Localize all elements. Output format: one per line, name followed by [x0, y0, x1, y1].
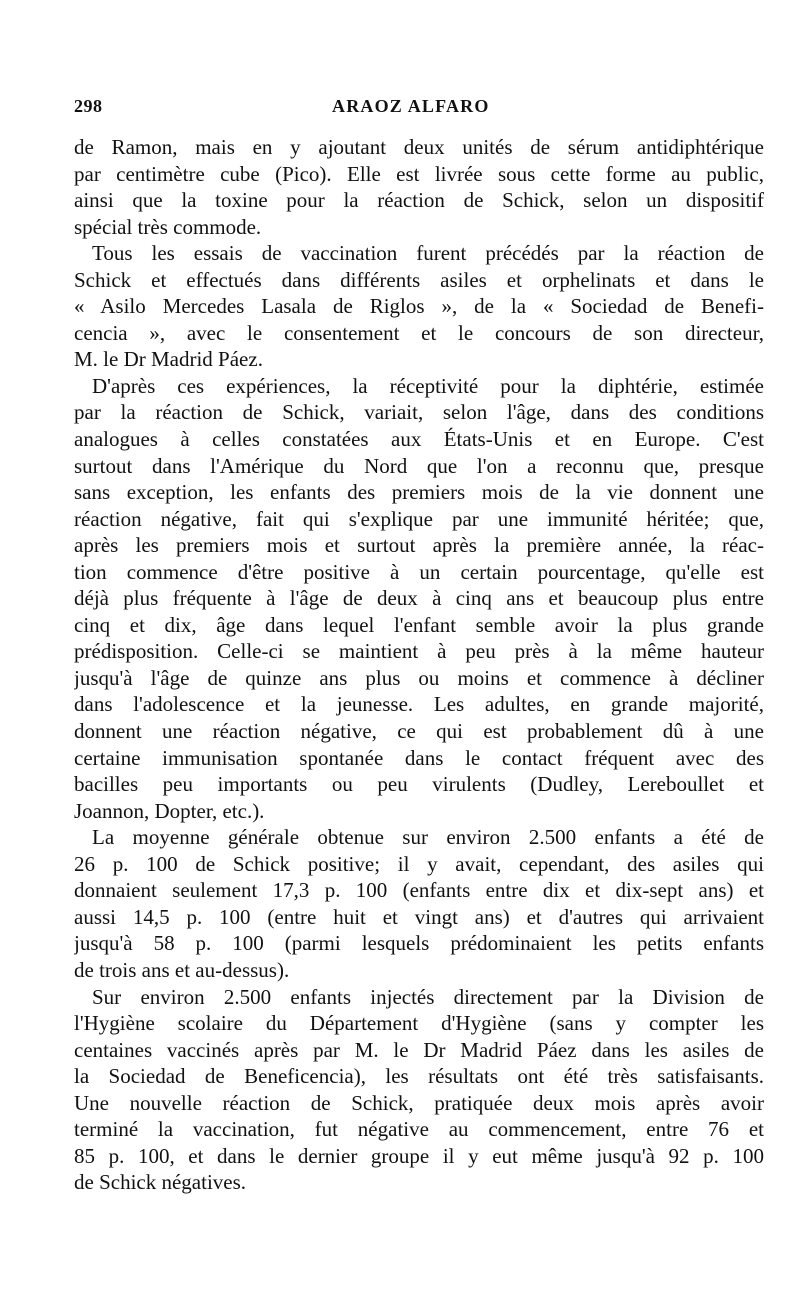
text-line: prédisposition. Celle-ci se maintient à peu près à la même hauteur — [74, 639, 764, 664]
text-line: donnaient seulement 17,3 p. 100 (enfants entre dix et dix-sept ans) et — [74, 878, 764, 903]
page-header — [74, 96, 764, 126]
text-line: « Asilo Mercedes Lasala de Riglos », de la « Sociedad de Benefi- — [74, 294, 764, 319]
text-line: 26 p. 100 de Schick positive; il y avait, cependant, des asiles qui — [74, 851, 764, 876]
text-line: dans l'adolescence et la jeunesse. Les adultes, en grande majorité, — [74, 692, 764, 717]
text-line: aussi 14,5 p. 100 (entre huit et vingt ans) et d'autres qui arrivaient — [74, 904, 764, 929]
text-line: 85 p. 100, et dans le dernier groupe il y eut même jusqu'à 92 p. 100 — [74, 1143, 764, 1168]
text-line: par centimètre cube (Pico). Elle est livrée sous cette forme au public, — [74, 161, 764, 186]
running-head: ARAOZ ALFARO — [332, 96, 490, 116]
text-line: terminé la vaccination, fut négative au commencement, entre 76 et — [74, 1117, 764, 1142]
text-line: centaines vaccinés après par M. le Dr Madrid Páez dans les asiles de — [74, 1037, 764, 1062]
text-line: ainsi que la toxine pour la réaction de Schick, selon un dispositif — [74, 188, 764, 213]
text-line: La moyenne générale obtenue sur environ 2.500 enfants a été de — [92, 825, 764, 850]
text-line: tion commence d'être positive à un certain pourcentage, qu'elle est — [74, 559, 764, 584]
text-line: Joannon, Dopter, etc.). — [74, 798, 265, 823]
text-line: jusqu'à l'âge de quinze ans plus ou moins et commence à décliner — [74, 665, 764, 690]
text-line: l'Hygiène scolaire du Département d'Hygiène (sans y compter les — [74, 1011, 764, 1036]
text-line: analogues à celles constatées aux États-Unis et en Europe. C'est — [74, 427, 764, 452]
text-line: Une nouvelle réaction de Schick, pratiquée deux mois après avoir — [74, 1090, 764, 1115]
text-line: cinq et dix, âge dans lequel l'enfant semble avoir la plus grande — [74, 612, 764, 637]
text-line: réaction négative, fait qui s'explique par une immunité héritée; que, — [74, 506, 764, 531]
text-line: après les premiers mois et surtout après la première année, la réac- — [74, 533, 764, 558]
text-line: bacilles peu importants ou peu virulents (Dudley, Lereboullet et — [74, 772, 764, 797]
text-line: donnent une réaction négative, ce qui est probablement dû à une — [74, 719, 764, 744]
text-line: Tous les essais de vaccination furent précédés par la réaction de — [92, 241, 764, 266]
text-line: M. le Dr Madrid Páez. — [74, 347, 263, 372]
text-line: certaine immunisation spontanée dans le contact fréquent avec des — [74, 745, 764, 770]
text-line: de Ramon, mais en y ajoutant deux unités de sérum antidiphtérique — [74, 135, 764, 159]
text-line: de Schick négatives. — [74, 1170, 247, 1195]
text-line: D'après ces expériences, la réceptivité pour la diphtérie, estimée — [92, 373, 764, 398]
text-line: Sur environ 2.500 enfants injectés directement par la Division de — [92, 984, 764, 1009]
text-line: cencia », avec le consentement et le concours de son directeur, — [74, 320, 764, 345]
text-line: la Sociedad de Beneficencia), les résultats ont été très satisfaisants. — [74, 1064, 764, 1089]
text-line: jusqu'à 58 p. 100 (parmi lesquels prédominaient les petits enfants — [74, 931, 764, 956]
text-line: par la réaction de Schick, variait, selon l'âge, dans des conditions — [74, 400, 764, 425]
body-text — [74, 134, 764, 1196]
text-line: sans exception, les enfants des premiers mois de la vie donnent une — [74, 480, 764, 505]
page-number: 298 — [74, 96, 103, 116]
text-line: Schick et effectués dans différents asiles et orphelinats et dans le — [74, 267, 764, 292]
text-line: spécial très commode. — [74, 214, 262, 239]
text-line: de trois ans et au-dessus). — [74, 957, 290, 982]
text-line: surtout dans l'Amérique du Nord que l'on a reconnu que, presque — [74, 453, 764, 478]
text-line: déjà plus fréquente à l'âge de deux à cinq ans et beaucoup plus entre — [74, 586, 764, 611]
